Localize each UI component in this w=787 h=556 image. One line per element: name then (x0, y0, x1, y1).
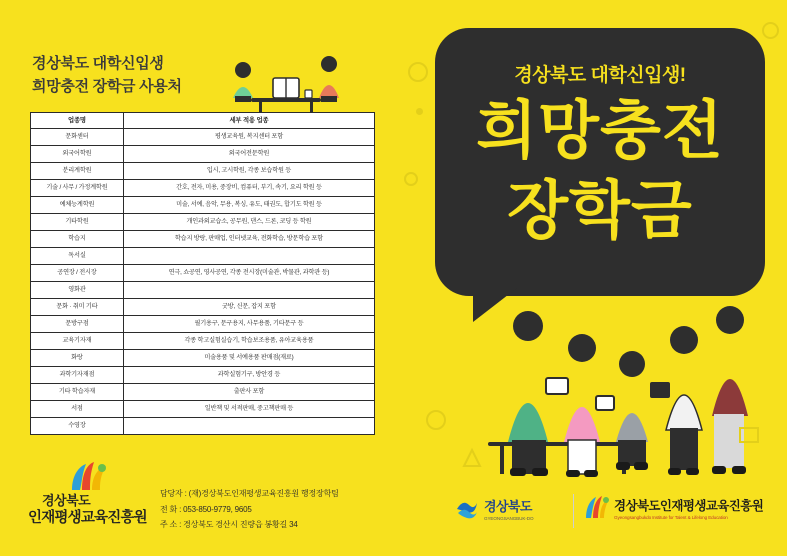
cell-detail: 개인과외교습소, 공무원, 댄스, 드론, 코딩 등 학원 (123, 214, 374, 231)
cell-category: 문방구점 (31, 316, 124, 333)
decorative-ring-icon (408, 62, 428, 82)
institute-logo-mark-icon (66, 462, 112, 492)
cell-category: 수영장 (31, 418, 124, 435)
institute-footer-sub: Gyeongsangbukdo Institute for Talent & Lifelong Education (614, 515, 728, 520)
table-row (31, 316, 375, 333)
table-row (31, 214, 375, 231)
cell-detail: 과학실험기구, 방안경 등 (123, 367, 374, 384)
decorative-ring-icon (404, 172, 418, 186)
cell-detail (123, 282, 374, 299)
cell-category: 영화관 (31, 282, 124, 299)
table-row (31, 282, 375, 299)
cell-category: 공연장 / 전시장 (31, 265, 124, 282)
gyeongbuk-logo-mark-icon (455, 497, 479, 521)
people-illustration (400, 300, 787, 490)
table-header-row (31, 113, 375, 129)
cell-detail: 미술용품 및 서예용품 판매점(재료) (123, 350, 374, 367)
cell-detail: 일반책 및 서적판매, 중고책판매 등 (123, 401, 374, 418)
table-row (31, 163, 375, 180)
contact-line-manager: 담당자 : (재)경상북도인재평생교육진흥원 행정장학팀 (160, 489, 339, 499)
table-row (31, 248, 375, 265)
speech-title-line1: 희망충전 (476, 96, 724, 166)
left-title (32, 52, 182, 99)
table-row (31, 418, 375, 435)
gyeongbuk-logo-sub: GYEONGSANGBUK-DO (484, 516, 534, 521)
table-row (31, 350, 375, 367)
contact-line-address: 주 소 : 경상북도 경산시 진량읍 봉황길 34 (160, 519, 298, 529)
cell-category: 문화 · 취미 기타 (31, 299, 124, 316)
footer-logos (455, 492, 775, 538)
decorative-ring-icon (762, 22, 779, 39)
table-row (31, 333, 375, 350)
cell-detail: 필기용구, 문구용지, 사무용품, 기타문구 등 (123, 316, 374, 333)
usage-table (30, 112, 375, 435)
cell-category: 기타학원 (31, 214, 124, 231)
decorative-dot-icon (416, 108, 423, 115)
table-row (31, 129, 375, 146)
table-row (31, 265, 375, 282)
left-title-line2: 희망충전 장학금 사용처 (32, 78, 182, 96)
institute-footer-logo (583, 496, 773, 520)
cell-detail (123, 248, 374, 265)
cell-detail: 간호, 전자, 미용, 중장비, 컴퓨터, 부기, 속기, 요리 학원 등 (123, 180, 374, 197)
cell-category: 기술 / 사무 / 가정계학원 (31, 180, 124, 197)
cell-detail: 연극, 쇼공연, 영사공연, 각종 전시장(미술관, 박물관, 과학관 등) (123, 265, 374, 282)
contact-info (160, 486, 339, 532)
institute-footer-name: 경상북도인재평생교육진흥원 (614, 499, 764, 513)
desk-illustration (215, 40, 355, 120)
contact-line-phone: 전 화 : 053-850-9779, 9605 (160, 504, 252, 514)
cell-detail: 각종 학고실험실습기, 학습보조용품, 유아교육용품 (123, 333, 374, 350)
cell-category: 문화센터 (31, 129, 124, 146)
cell-category: 분리계학원 (31, 163, 124, 180)
cell-category: 외국어학원 (31, 146, 124, 163)
right-panel (400, 0, 787, 556)
cell-category: 예체능계학원 (31, 197, 124, 214)
table-row (31, 197, 375, 214)
usage-table-body (31, 129, 375, 435)
cell-detail: 출판사 포함 (123, 384, 374, 401)
institute-logo-line1: 경상북도 (42, 493, 91, 508)
cell-detail: 입시, 고시학원, 각종 보습학원 등 (123, 163, 374, 180)
cell-category: 기타 학습자재 (31, 384, 124, 401)
cell-detail: 평생교육원, 복지센터 포함 (123, 129, 374, 146)
gyeongbuk-logo (455, 496, 575, 521)
speech-title-line2: 장학금 (507, 176, 693, 246)
table-row (31, 180, 375, 197)
footer-logo-divider (573, 494, 574, 528)
institute-logo-line2: 인재평생교육진흥원 (28, 510, 147, 526)
usage-table-wrapper (30, 112, 375, 435)
cell-detail: 굿방, 신문, 잡지 포함 (123, 299, 374, 316)
table-row (31, 367, 375, 384)
table-row (31, 401, 375, 418)
cell-category: 학습지 (31, 231, 124, 248)
cell-detail: 미술, 서예, 음악, 무용, 복싱, 유도, 태권도, 합기도 학원 등 (123, 197, 374, 214)
table-header-cell: 세부 적용 업종 (123, 113, 374, 129)
table-row (31, 231, 375, 248)
cell-detail (123, 418, 374, 435)
speech-subtitle: 경상북도 대학신입생! (514, 65, 686, 86)
speech-bubble (435, 28, 765, 296)
left-title-line1: 경상북도 대학신입생 (32, 55, 164, 72)
cell-category: 과학기자재점 (31, 367, 124, 384)
table-row (31, 299, 375, 316)
cell-detail: 학습지 방랑, 판매업, 인터넷교육, 전화학습, 방문학습 포함 (123, 231, 374, 248)
cell-category: 서점 (31, 401, 124, 418)
cell-category: 화랑 (31, 350, 124, 367)
cell-category: 교육기자재 (31, 333, 124, 350)
table-header-cell: 업종명 (31, 113, 124, 129)
institute-footer-logo-mark-icon (583, 496, 609, 520)
gyeongbuk-logo-name: 경상북도 (484, 499, 532, 514)
table-row (31, 384, 375, 401)
table-row (31, 146, 375, 163)
cell-detail: 외국어전문학원 (123, 146, 374, 163)
institute-logo (28, 476, 178, 528)
cell-category: 독서실 (31, 248, 124, 265)
